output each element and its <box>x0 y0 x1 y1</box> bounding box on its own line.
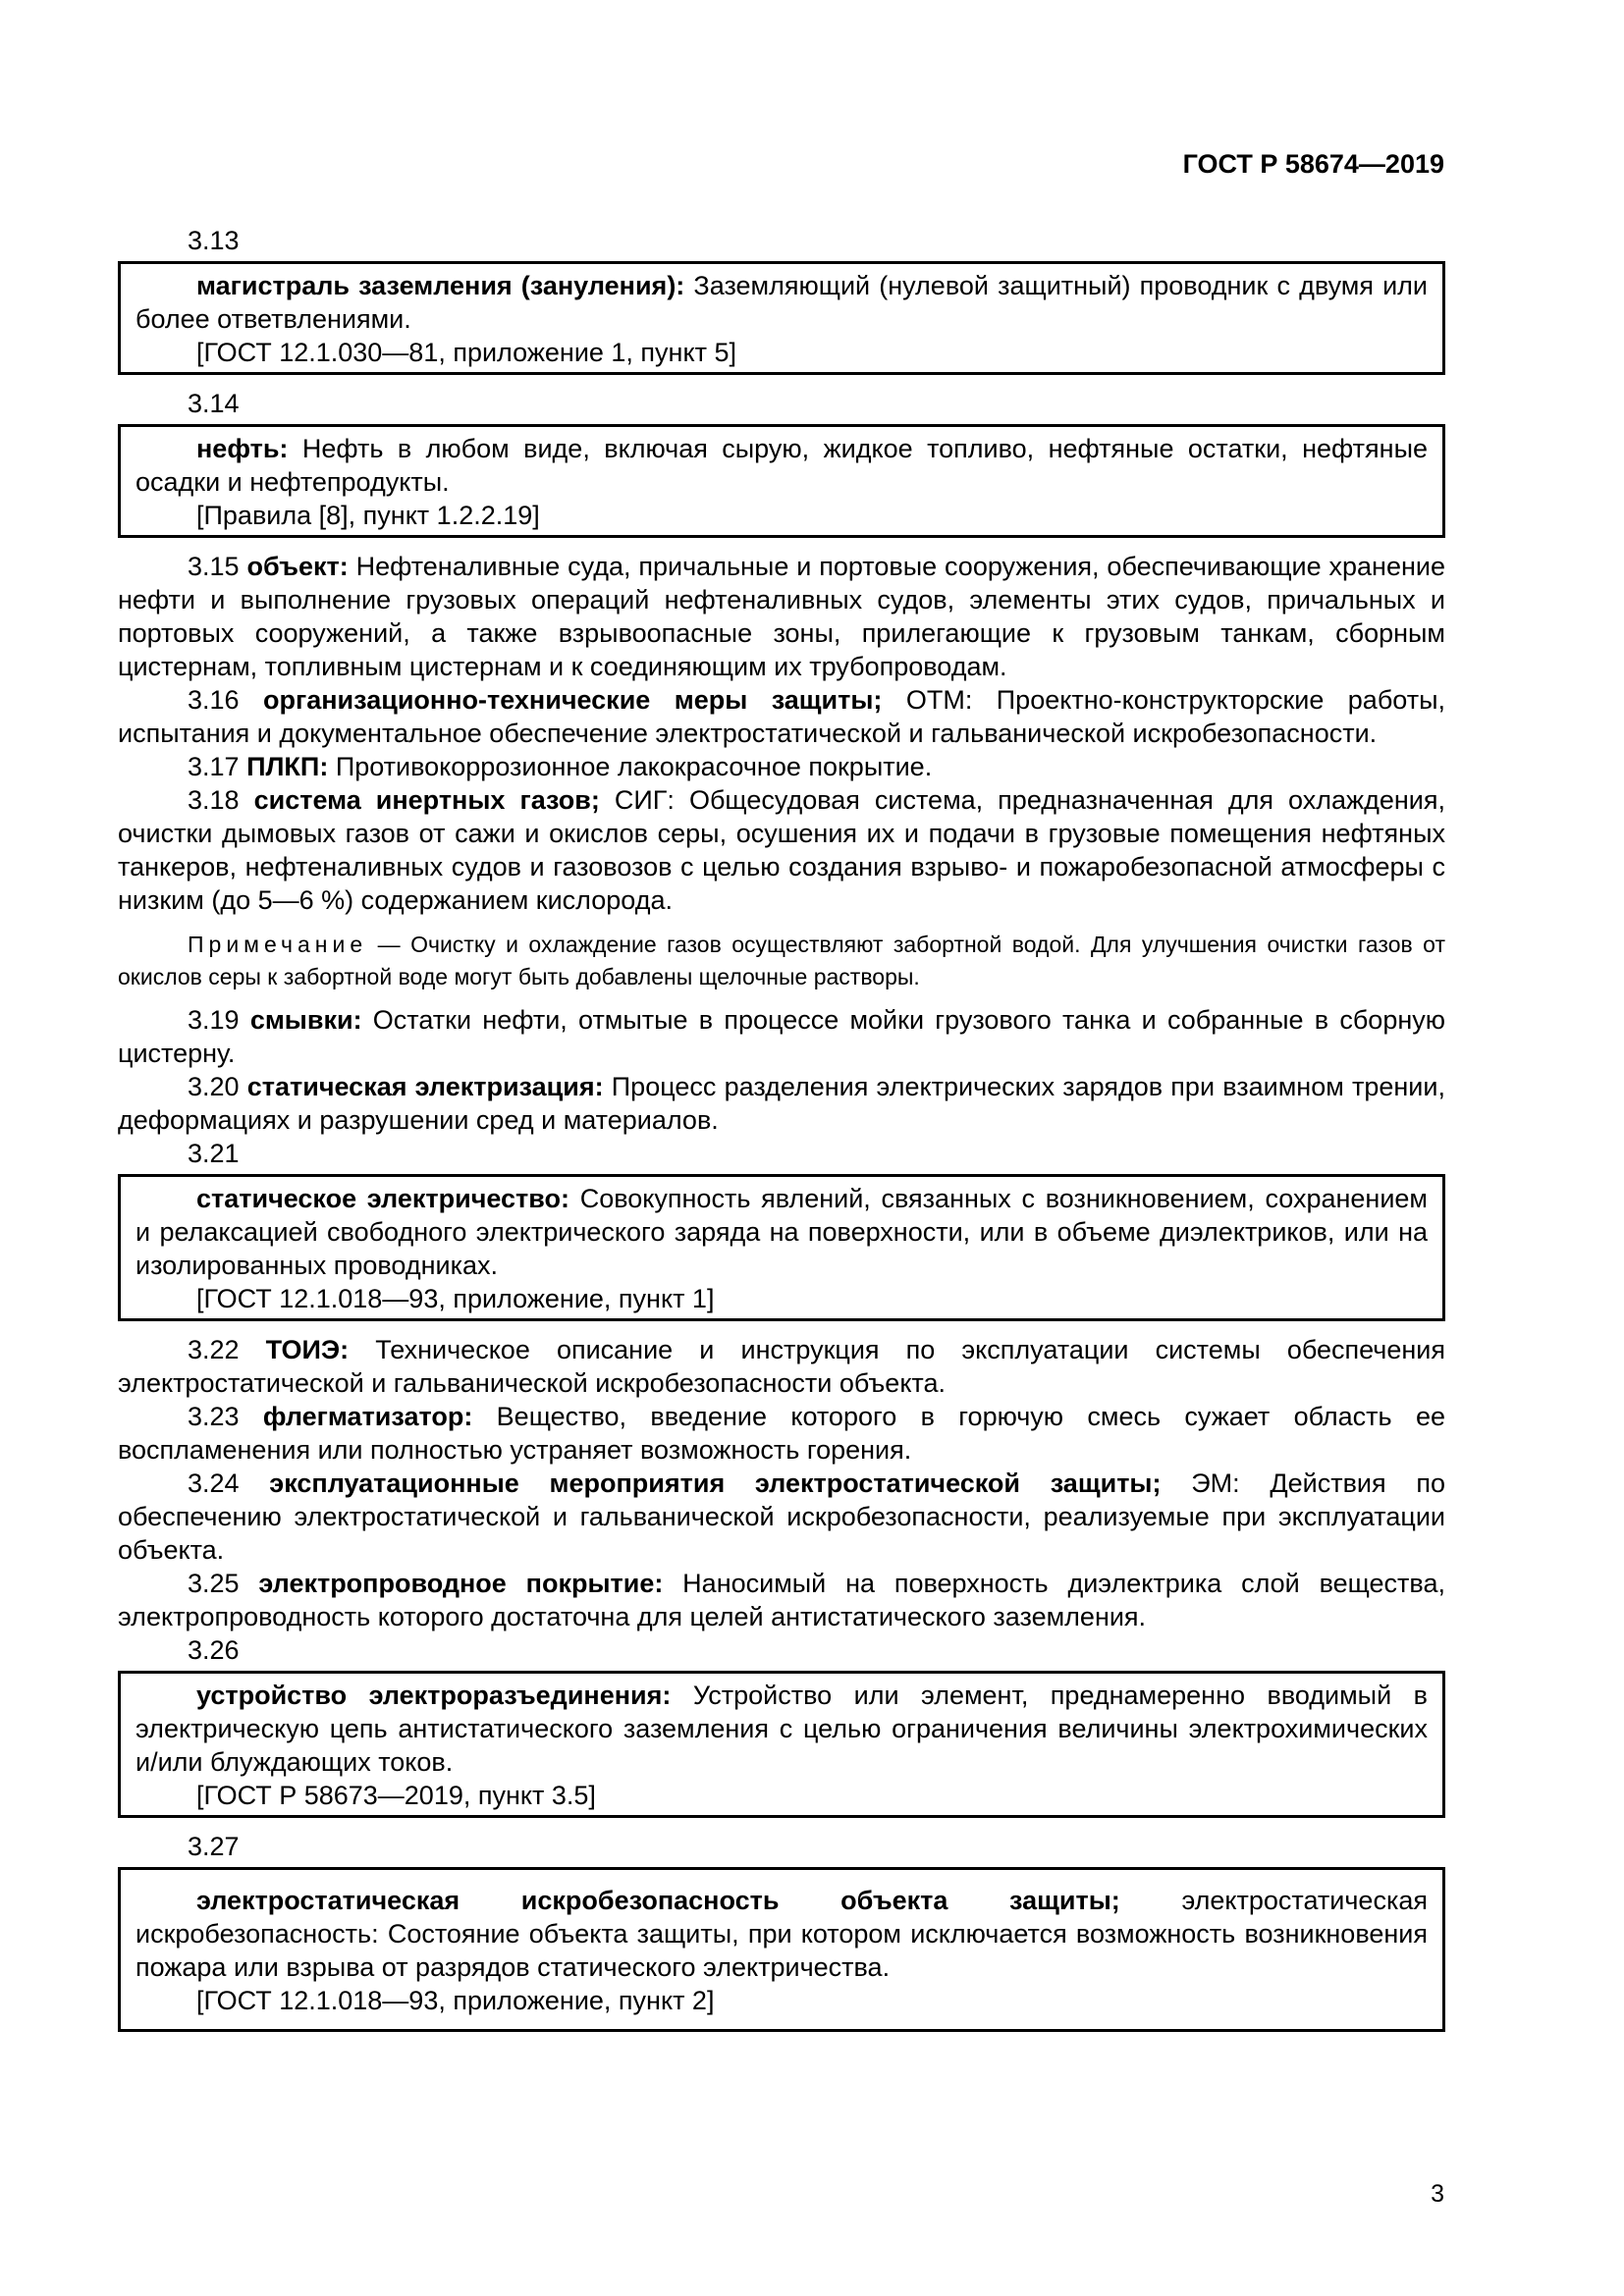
term-number: 3.16 <box>188 685 240 715</box>
term-entry <box>118 750 1445 783</box>
term-title: ТОИЭ: <box>265 1335 350 1364</box>
term-number: 3.18 <box>188 785 240 815</box>
term-definition: Остатки нефти, отмытые в процессе мойки грузового танка и собранные в сборную цистерну. <box>118 1005 1445 1068</box>
definition-text <box>135 1884 1428 1984</box>
term-title: электропроводное покрытие: <box>258 1569 664 1598</box>
term-definition: Противокоррозионное лакокрасочное покрытие. <box>328 752 933 781</box>
term-definition: Нефтеналивные суда, причальные и портовые сооружения, обеспечивающие хранение нефти и выполнение грузовых операций нефтеналивных судов, элементы этих судов, причальных и портовых сооружений, а также взрывоопасные зоны, прилегающие к грузовым танкам, сборным цистернам, топливным цистернам и к соединяющим их трубопроводам. <box>118 552 1445 681</box>
term-title: объект: <box>246 552 349 581</box>
term-number: 3.25 <box>188 1569 240 1598</box>
term-definition: Наносимый на поверхность диэлектрика слой вещества, электропроводность которого достаточна для целей антистатического заземления. <box>118 1569 1445 1631</box>
term-title: статическая электризация: <box>246 1072 604 1101</box>
term-title: смывки: <box>249 1005 362 1035</box>
term-title: организационно-технические меры защиты; <box>263 685 883 715</box>
term-entry <box>118 1070 1445 1137</box>
term-entry <box>118 550 1445 683</box>
page-number: 3 <box>1431 2180 1444 2208</box>
term-number: 3.21 <box>188 1139 240 1168</box>
term-number: 3.24 <box>188 1468 240 1498</box>
term-definition: электростатическая искробезопасность: Состояние объекта защиты, при котором исключается возможность возникновения пожара или взрыва от разрядов статического электричества. <box>135 1886 1428 1982</box>
term-title: система инертных газов; <box>253 785 600 815</box>
term-number: 3.26 <box>188 1635 240 1665</box>
quoted-definition-box <box>118 1867 1445 2032</box>
term-title: устройство электроразъединения: <box>196 1681 672 1710</box>
quoted-definition-box <box>118 1174 1445 1321</box>
term-number: 3.22 <box>188 1335 240 1364</box>
quoted-definition-box <box>118 1671 1445 1818</box>
definition-source: [ГОСТ Р 58673—2019, пункт 3.5] <box>196 1781 596 1810</box>
term-title: электростатическая искробезопасность объекта защиты; <box>196 1886 1120 1915</box>
definition-source: [ГОСТ 12.1.030—81, приложение 1, пункт 5] <box>196 338 736 367</box>
term-title: эксплуатационные мероприятия электростатической защиты; <box>269 1468 1162 1498</box>
term-definition: Техническое описание и инструкция по эксплуатации системы обеспечения электростатической и гальванической искробезопасности объекта. <box>118 1335 1445 1398</box>
term-definition: Вещество, введение которого в горючую смесь сужает область ее воспламенения или полностью устраняет возможность горения. <box>118 1402 1445 1465</box>
document-header: ГОСТ Р 58674—2019 <box>1182 149 1444 179</box>
note <box>118 929 1445 993</box>
term-definition: ОТМ: Проектно-конструкторские работы, испытания и документальное обеспечение электростатической и гальванической искробезопасности. <box>118 685 1445 748</box>
term-entry <box>118 683 1445 750</box>
document-body <box>118 224 1445 2044</box>
definition-text <box>135 1182 1428 1282</box>
definition-source: [ГОСТ 12.1.018—93, приложение, пункт 2] <box>196 1986 715 2015</box>
term-title: флегматизатор: <box>262 1402 473 1431</box>
note-label: Примечание <box>188 932 368 957</box>
term-number: 3.20 <box>188 1072 240 1101</box>
definition-source: [Правила [8], пункт 1.2.2.19] <box>196 501 540 530</box>
term-definition: СИГ: Общесудовая система, предназначенная для охлаждения, очистки дымовых газов от сажи и окислов серы, осушения их и подачи в грузовые помещения нефтяных танкеров, нефтеналивных судов и газовозов с целью создания взрыво- и пожаробезопасной атмосферы с низким (до 5—6 %) содержанием кислорода. <box>118 785 1445 915</box>
term-number: 3.13 <box>188 226 240 255</box>
term-entry <box>118 1467 1445 1567</box>
quoted-definition-box <box>118 261 1445 375</box>
definition-text <box>135 432 1428 499</box>
term-number: 3.23 <box>188 1402 240 1431</box>
quoted-definition-box <box>118 424 1445 538</box>
term-title: магистраль заземления (зануления): <box>196 271 685 300</box>
term-entry <box>118 1400 1445 1467</box>
definition-source: [ГОСТ 12.1.018—93, приложение, пункт 1] <box>196 1284 715 1313</box>
term-number: 3.17 <box>188 752 240 781</box>
term-number: 3.15 <box>188 552 240 581</box>
term-entry <box>118 783 1445 917</box>
term-definition: Совокупность явлений, связанных с возникновением, сохранением и релаксацией свободного электрического заряда на поверхности, или в объеме диэлектриков, или на изолированных проводниках. <box>135 1184 1428 1280</box>
term-entry <box>118 1333 1445 1400</box>
term-title: ПЛКП: <box>246 752 329 781</box>
note-text: — Очистку и охлаждение газов осуществляют забортной водой. Для улучшения очистки газов от окислов серы к забортной воде могут быть добавлены щелочные растворы. <box>118 932 1445 989</box>
term-entry <box>118 1003 1445 1070</box>
definition-text <box>135 269 1428 336</box>
term-definition: ЭМ: Действия по обеспечению электростатической и гальванической искробезопасности, реализуемые при эксплуатации объекта. <box>118 1468 1445 1565</box>
term-number: 3.19 <box>188 1005 240 1035</box>
term-entry <box>118 1567 1445 1633</box>
term-number: 3.27 <box>188 1832 240 1861</box>
term-definition: Нефть в любом виде, включая сырую, жидкое топливо, нефтяные остатки, нефтяные осадки и нефтепродукты. <box>135 434 1428 497</box>
term-number: 3.14 <box>188 389 240 418</box>
term-definition: Заземляющий (нулевой защитный) проводник с двумя или более ответвлениями. <box>135 271 1428 334</box>
term-definition: Процесс разделения электрических зарядов при взаимном трении, деформациях и разрушении сред и материалов. <box>118 1072 1445 1135</box>
definition-text <box>135 1679 1428 1779</box>
term-title: нефть: <box>196 434 289 463</box>
term-title: статическое электричество: <box>196 1184 569 1213</box>
term-definition: Устройство или элемент, преднамеренно вводимый в электрическую цепь антистатического заземления с целью ограничения величины электрохимических и/или блуждающих токов. <box>135 1681 1428 1777</box>
